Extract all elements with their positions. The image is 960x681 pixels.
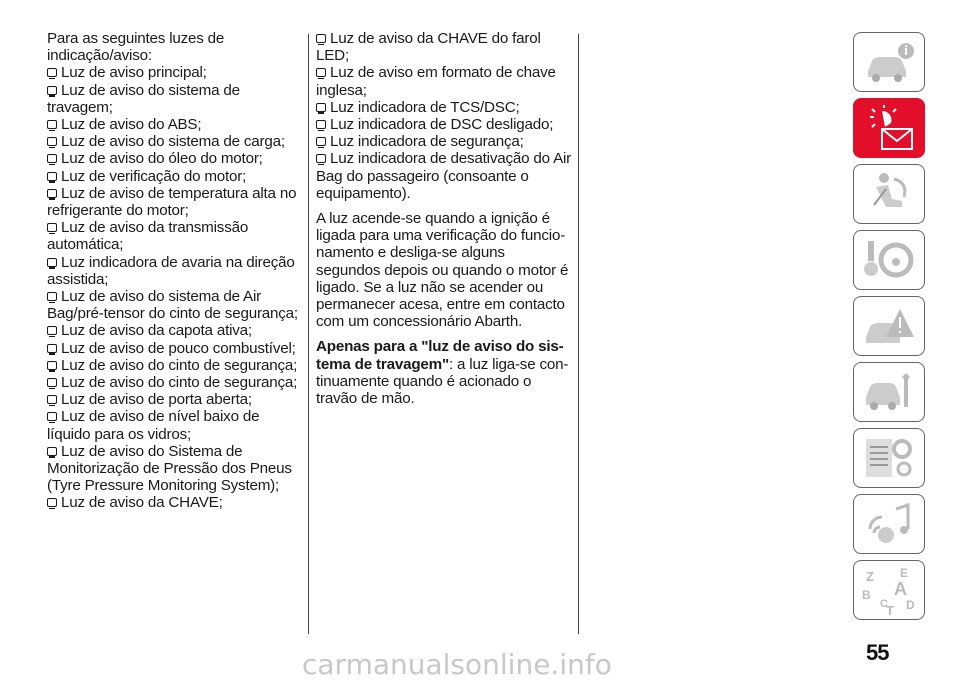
car-info-icon <box>860 37 918 87</box>
column-divider <box>308 34 309 634</box>
warning-symbol-icon <box>47 498 57 507</box>
list-item-text: Luz de verificação do motor; <box>61 167 247 185</box>
list-item-text: Luz indicadora de DSC desligado; <box>330 116 554 134</box>
tab-multimedia[interactable] <box>853 494 925 554</box>
tab-specs[interactable] <box>853 428 925 488</box>
warning-symbol-icon <box>316 120 326 129</box>
tab-car-info[interactable] <box>853 32 925 92</box>
right-column <box>316 30 572 407</box>
warning-symbol-icon <box>47 223 57 232</box>
key-steering-icon <box>860 235 918 285</box>
tab-warning-lights[interactable] <box>853 98 925 158</box>
warning-symbol-icon <box>47 326 57 335</box>
warning-symbol-icon <box>47 412 57 421</box>
list-item-text: Luz de aviso de pouco combustível; <box>61 339 296 357</box>
list-item <box>316 30 572 64</box>
brake-note <box>316 338 572 407</box>
svg-text:C: C <box>880 598 888 610</box>
svg-text:Z: Z <box>866 569 874 584</box>
warning-symbol-icon <box>47 172 57 181</box>
tab-airbag-seat[interactable] <box>853 164 925 224</box>
warning-symbol-icon <box>47 258 57 267</box>
list-item-text: Luz indicadora de TCS/DSC; <box>330 98 520 116</box>
list-item-text: Luz de aviso do sistema de Air Bag/pré-tensor do cinto de segurança; <box>47 288 298 323</box>
brake-note-rest: : a luz liga-se con- tinuamente quando é acionado o travão de mão. <box>316 355 569 408</box>
list-item-text: Luz de aviso do óleo do motor; <box>61 150 263 168</box>
warning-symbol-icon <box>47 120 57 129</box>
list-item <box>316 99 572 116</box>
warning-symbol-icon <box>47 378 57 387</box>
brake-note-bold: Apenas para a "luz de aviso do sis- tema de travagem" <box>316 338 564 373</box>
list-item <box>316 133 572 150</box>
warning-symbol-icon <box>47 344 57 353</box>
list-item-text: Luz de aviso em formato de chave inglesa; <box>316 64 556 99</box>
list-item-text: Luz de aviso da CHAVE; <box>61 494 223 512</box>
warning-symbol-icon <box>47 68 57 77</box>
warning-symbol-icon <box>316 34 326 43</box>
list-item <box>47 322 302 339</box>
list-item-text: Luz de aviso de porta aberta; <box>61 391 252 409</box>
page-number: 55 <box>866 640 889 665</box>
list-item <box>47 219 302 253</box>
list-item-text: Luz de aviso de temperatura alta no refrigerante do motor; <box>47 184 297 220</box>
specs-gear-icon <box>860 433 918 483</box>
description-paragraph: A luz acende-se quando a ignição é ligada para uma verificação do funcio- namento e desliga-se alguns segundos depois ou quando o motor é ligado. Se a luz não se acender ou permanecer acesa, entre em contacto com um concessionário Abarth. <box>316 210 569 331</box>
list-item <box>47 408 302 442</box>
warning-symbol-icon <box>47 189 57 198</box>
warning-symbol-icon <box>47 86 57 95</box>
section-sidebar <box>853 32 927 626</box>
multimedia-icon <box>860 499 918 549</box>
tab-key-steering[interactable] <box>853 230 925 290</box>
list-item <box>47 82 302 116</box>
warning-symbol-icon <box>316 103 326 112</box>
warning-symbol-icon <box>316 154 326 163</box>
warning-symbol-icon <box>47 292 57 301</box>
svg-text:T: T <box>886 603 894 615</box>
warning-symbol-icon <box>316 137 326 146</box>
list-item-text: Luz de aviso da capota ativa; <box>61 322 252 340</box>
warning-symbol-icon <box>47 154 57 163</box>
list-item <box>47 288 302 322</box>
warning-list-left <box>47 64 302 511</box>
list-item <box>47 64 302 81</box>
tab-breakdown[interactable] <box>853 296 925 356</box>
list-item <box>47 374 302 391</box>
list-item <box>47 443 302 495</box>
list-item <box>316 116 572 133</box>
list-item <box>47 340 302 357</box>
warning-symbol-icon <box>47 361 57 370</box>
warning-symbol-icon <box>47 447 57 456</box>
list-item <box>47 185 302 219</box>
list-item-text: Luz de aviso do Sistema de Monitorização de Pressão dos Pneus (Tyre Pressure Monitoring System); <box>47 442 292 495</box>
watermark: carmanualsonline.info <box>302 648 612 681</box>
list-item <box>316 150 572 202</box>
svg-text:D: D <box>906 598 915 612</box>
list-item <box>47 133 302 150</box>
list-item <box>47 150 302 167</box>
list-item-text: Luz indicadora de avaria na direção assistida; <box>47 253 295 288</box>
warning-list-right <box>316 30 572 202</box>
list-item-text: Luz de aviso do ABS; <box>61 116 202 134</box>
list-item-text: Luz de aviso do cinto de segurança; <box>61 374 298 392</box>
list-item-text: Luz de aviso do cinto de segurança; <box>61 356 298 374</box>
warning-symbol-icon <box>316 68 326 77</box>
breakdown-icon <box>860 301 918 351</box>
intro-text: Para as seguintes luzes de indicação/aviso: <box>47 30 225 65</box>
svg-text:A: A <box>894 579 907 599</box>
list-item-text: Luz de aviso de nível baixo de líquido para os vidros; <box>47 408 260 443</box>
tab-index[interactable] <box>853 560 925 620</box>
list-item-text: Luz de aviso principal; <box>61 64 207 82</box>
airbag-seat-icon <box>860 169 918 219</box>
list-item-text: Luz de aviso da CHAVE do farol LED; <box>316 30 541 65</box>
warning-lights-icon <box>860 103 918 153</box>
left-column <box>47 30 302 512</box>
list-item <box>47 168 302 185</box>
list-item-text: Luz de aviso do sistema de carga; <box>61 133 285 151</box>
warning-symbol-icon <box>47 137 57 146</box>
list-item <box>47 494 302 511</box>
list-item <box>47 254 302 288</box>
list-item <box>47 116 302 133</box>
warning-symbol-icon <box>47 395 57 404</box>
index-letters-icon <box>860 565 918 615</box>
svg-text:B: B <box>862 588 871 602</box>
list-item <box>316 64 572 98</box>
list-item <box>47 357 302 374</box>
svg-text:E: E <box>900 566 909 580</box>
list-item <box>47 391 302 408</box>
car-service-icon <box>860 367 918 417</box>
column-divider-right <box>578 34 579 634</box>
list-item-text: Luz de aviso do sistema de travagem; <box>47 81 240 116</box>
tab-car-service[interactable] <box>853 362 925 422</box>
list-item-text: Luz de aviso da transmissão automática; <box>47 219 249 254</box>
list-item-text: Luz indicadora de segurança; <box>330 133 524 151</box>
list-item-text: Luz indicadora de desativação do Air Bag do passageiro (consoante o equipamento). <box>316 150 572 202</box>
